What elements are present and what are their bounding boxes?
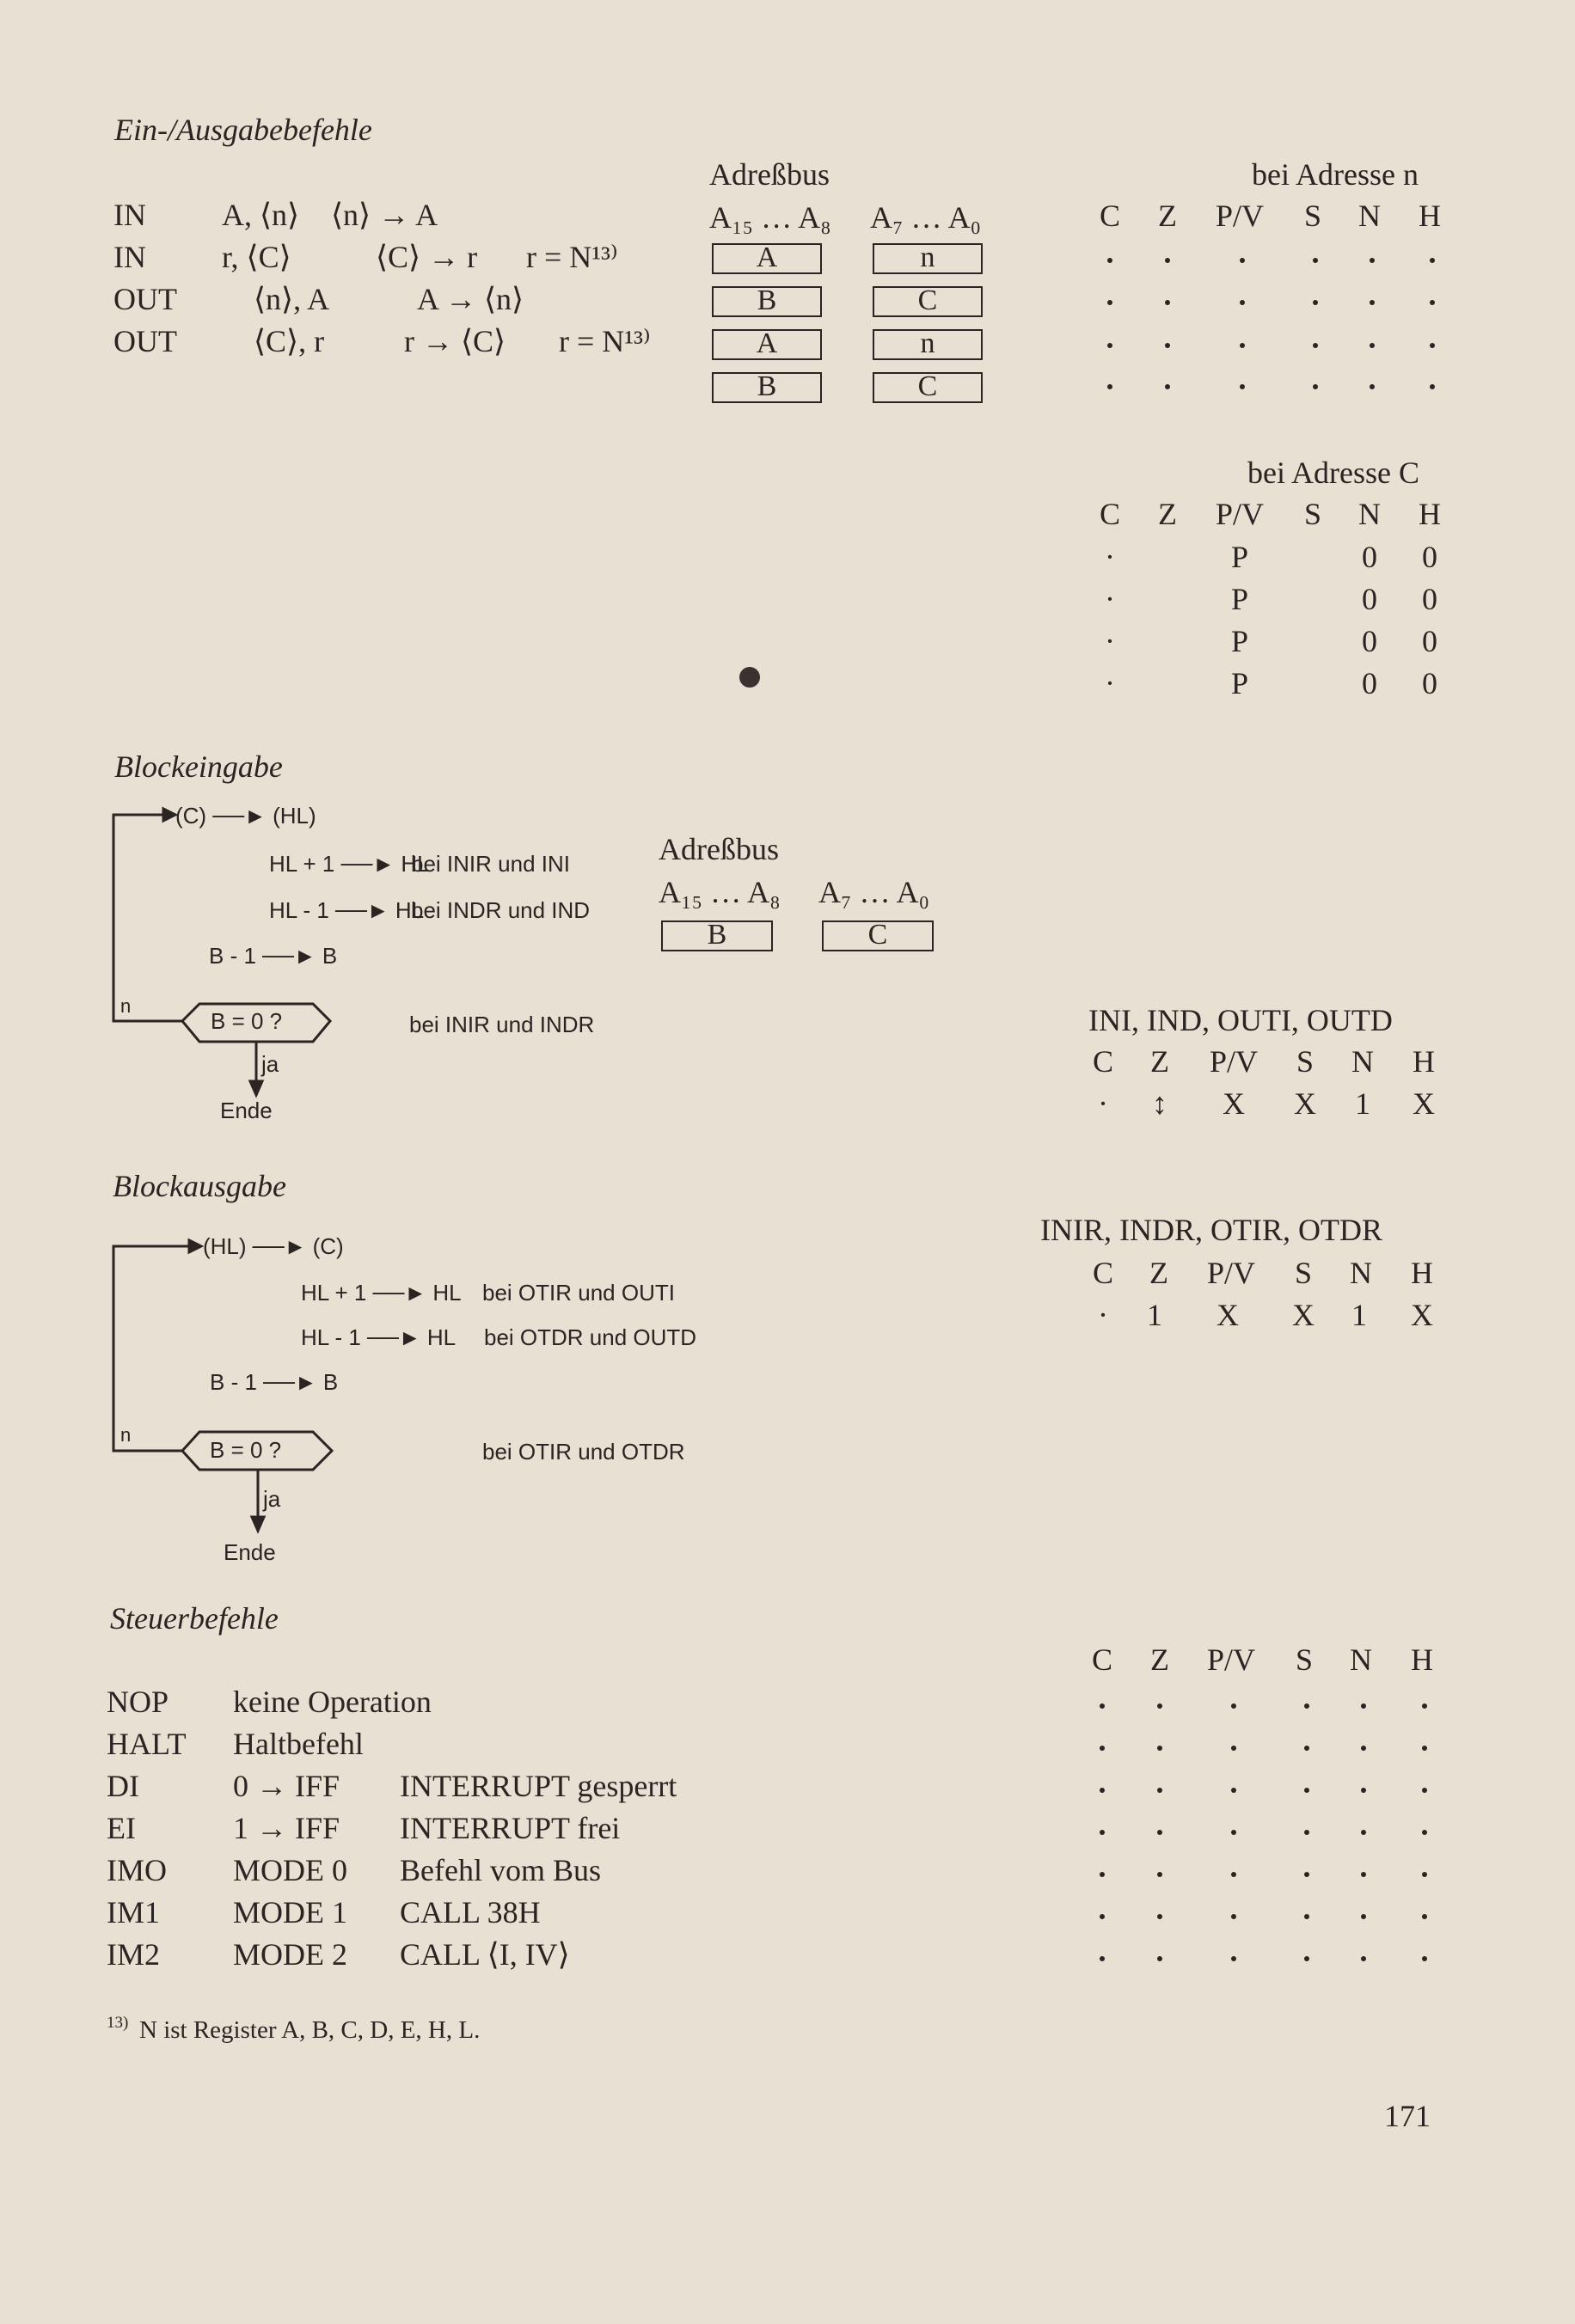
flags-ini-title: INI, IND, OUTI, OUTD bbox=[1088, 1003, 1393, 1037]
flag-unaffected-dot bbox=[1422, 1914, 1427, 1919]
flags-c-r3-h: 0 bbox=[1422, 624, 1437, 658]
flag-unaffected-dot bbox=[1361, 1830, 1366, 1835]
ink-blot bbox=[739, 667, 760, 688]
block-output-dec-note: bei OTDR und OUTD bbox=[484, 1324, 697, 1350]
flags-n-header-h: H bbox=[1419, 199, 1441, 233]
control-row-7-op: MODE 2 bbox=[233, 1937, 347, 1972]
io-row-4-note: r = N¹³⁾ bbox=[559, 324, 651, 358]
flags-c-header-h: H bbox=[1419, 497, 1441, 531]
flags-inir-z: 1 bbox=[1147, 1298, 1162, 1332]
io-bus-low-2: C bbox=[873, 286, 983, 317]
flags-ini-n: 1 bbox=[1355, 1086, 1370, 1121]
flags-inir-header-h: H bbox=[1411, 1256, 1433, 1290]
flags-inir-header-c: C bbox=[1092, 1256, 1113, 1290]
flags-c-header-z: Z bbox=[1158, 497, 1177, 531]
control-row-6-desc: CALL 38H bbox=[400, 1895, 541, 1930]
flag-unaffected-dot bbox=[1361, 1914, 1366, 1919]
flag-unaffected-dot bbox=[1157, 1746, 1162, 1751]
flags-inir-title: INIR, INDR, OTIR, OTDR bbox=[1040, 1213, 1382, 1247]
control-row-3-desc: INTERRUPT gesperrt bbox=[400, 1769, 677, 1803]
flags-inir-c: · bbox=[1098, 1298, 1108, 1332]
flags-ini-s: X bbox=[1294, 1086, 1316, 1121]
flag-unaffected-dot bbox=[1100, 1746, 1105, 1751]
flag-unaffected-dot bbox=[1422, 1872, 1427, 1877]
io-low-label: A₇ … A₀ bbox=[870, 200, 982, 235]
flag-unaffected-dot bbox=[1361, 1788, 1366, 1793]
flag-unaffected-dot bbox=[1231, 1956, 1236, 1961]
flags-c-header-pv: P/V bbox=[1215, 497, 1265, 531]
block-input-inc-note: bei INIR und INI bbox=[411, 851, 570, 877]
flags-inir-pv: X bbox=[1216, 1298, 1239, 1332]
block-output-inc: HL + 1 ──► HL bbox=[301, 1280, 462, 1306]
io-bus-high-2: B bbox=[712, 286, 822, 317]
flag-unaffected-dot bbox=[1231, 1746, 1236, 1751]
flag-unaffected-dot bbox=[1304, 1830, 1309, 1835]
page-number: 171 bbox=[1384, 2099, 1431, 2133]
flags-ini-header-s: S bbox=[1296, 1044, 1315, 1079]
io-row-2-operation: ⟨C⟩ → r bbox=[376, 240, 478, 274]
control-row-2-mnemonic: HALT bbox=[107, 1727, 187, 1761]
flags-inir-s: X bbox=[1292, 1298, 1315, 1332]
flags-inir-header-pv: P/V bbox=[1206, 1256, 1256, 1290]
io-row-1-operands: A, ⟨n⟩ bbox=[222, 198, 300, 232]
flag-unaffected-dot bbox=[1157, 1830, 1162, 1835]
flags-ctrl-header-z: Z bbox=[1150, 1642, 1169, 1677]
io-bus-low-3: n bbox=[873, 329, 983, 360]
flag-unaffected-dot bbox=[1304, 1703, 1309, 1709]
block-input-bdec: B - 1 ──► B bbox=[209, 943, 338, 969]
io-row-4-operation: r → ⟨C⟩ bbox=[404, 324, 506, 358]
flags-n-header-s: S bbox=[1303, 199, 1322, 233]
flag-unaffected-dot bbox=[1157, 1872, 1162, 1877]
flags-ini-pv: X bbox=[1223, 1086, 1245, 1121]
control-row-5-op: MODE 0 bbox=[233, 1853, 347, 1887]
io-row-3-mnemonic: OUT bbox=[113, 282, 177, 316]
flag-unaffected-dot bbox=[1100, 1956, 1105, 1961]
flags-n-header-z: Z bbox=[1158, 199, 1177, 233]
flags-ini-header-z: Z bbox=[1150, 1044, 1169, 1079]
block-output-no-label: n bbox=[120, 1424, 132, 1446]
flag-unaffected-dot bbox=[1157, 1703, 1162, 1709]
control-row-3-mnemonic: DI bbox=[107, 1769, 139, 1803]
block-input-end: Ende bbox=[220, 1098, 273, 1123]
flag-unaffected-dot bbox=[1361, 1956, 1366, 1961]
flags-ctrl-header-h: H bbox=[1411, 1642, 1433, 1677]
block-input-dec: HL - 1 ──► HL bbox=[269, 897, 425, 923]
flags-n-title: bei Adresse n bbox=[1252, 157, 1419, 192]
block-input-heading: Blockeingabe bbox=[114, 749, 283, 784]
flag-unaffected-dot bbox=[1361, 1746, 1366, 1751]
block-input-addressbus-label: Adreßbus bbox=[659, 832, 779, 866]
io-row-3-operands: ⟨n⟩, A bbox=[254, 282, 330, 316]
control-row-5-mnemonic: IMO bbox=[107, 1853, 167, 1887]
control-row-4-op: 1 → IFF bbox=[233, 1811, 340, 1845]
flags-c-r1-h: 0 bbox=[1422, 540, 1437, 574]
io-row-1-mnemonic: IN bbox=[113, 198, 146, 232]
block-input-inc: HL + 1 ──► HL bbox=[269, 851, 430, 877]
block-output-step1: (HL) ──► (C) bbox=[203, 1233, 344, 1259]
flag-unaffected-dot bbox=[1422, 1830, 1427, 1835]
flag-unaffected-dot bbox=[1361, 1703, 1366, 1709]
flags-n-header-c: C bbox=[1099, 199, 1120, 233]
flag-unaffected-dot bbox=[1304, 1746, 1309, 1751]
control-row-2-op: Haltbefehl bbox=[233, 1727, 364, 1761]
flags-ctrl-header-s: S bbox=[1295, 1642, 1314, 1677]
flags-c-r1-c: · bbox=[1105, 540, 1115, 574]
flags-ini-header-pv: P/V bbox=[1209, 1044, 1259, 1079]
block-output-heading: Blockausgabe bbox=[113, 1169, 286, 1203]
flags-n-header-n: N bbox=[1358, 199, 1381, 233]
flag-unaffected-dot bbox=[1422, 1746, 1427, 1751]
flags-ini-z: ↕ bbox=[1152, 1086, 1167, 1121]
flags-c-r1-n: 0 bbox=[1362, 540, 1377, 574]
flags-ctrl-header-c: C bbox=[1091, 1642, 1112, 1677]
flag-unaffected-dot bbox=[1231, 1872, 1236, 1877]
io-addressbus-label: Adreßbus bbox=[709, 157, 830, 192]
flags-c-header-c: C bbox=[1099, 497, 1120, 531]
io-bus-high-3: A bbox=[712, 329, 822, 360]
flags-ini-c: · bbox=[1098, 1086, 1108, 1121]
block-input-dec-note: bei INDR und IND bbox=[411, 897, 591, 923]
flags-ini-header-n: N bbox=[1351, 1044, 1374, 1079]
block-input-high-label: A₁₅ … A₈ bbox=[659, 875, 781, 909]
block-input-bus-high: B bbox=[661, 920, 773, 951]
block-input-yes-label: ja bbox=[261, 1051, 279, 1077]
block-input-no-label: n bbox=[120, 995, 132, 1017]
flags-ini-h: X bbox=[1413, 1086, 1435, 1121]
block-output-inc-note: bei OTIR und OUTI bbox=[482, 1280, 675, 1306]
block-input-bus-low: C bbox=[822, 920, 934, 951]
block-output-yes-label: ja bbox=[263, 1486, 281, 1512]
block-output-dec: HL - 1 ──► HL bbox=[301, 1324, 457, 1350]
flags-c-r2-pv: P bbox=[1230, 582, 1249, 616]
flag-unaffected-dot bbox=[1304, 1956, 1309, 1961]
flags-c-r4-h: 0 bbox=[1422, 666, 1437, 700]
flags-inir-header-n: N bbox=[1350, 1256, 1372, 1290]
flags-inir-n: 1 bbox=[1351, 1298, 1367, 1332]
block-input-low-label: A₇ … A₀ bbox=[818, 875, 930, 909]
flags-c-r1-pv: P bbox=[1230, 540, 1249, 574]
control-row-7-desc: CALL ⟨I, IV⟩ bbox=[400, 1937, 570, 1972]
flags-ini-header-h: H bbox=[1413, 1044, 1435, 1079]
block-input-condition: B = 0 ? bbox=[211, 1008, 283, 1034]
io-high-label: A₁₅ … A₈ bbox=[709, 200, 831, 235]
io-row-1-operation: ⟨n⟩ → A bbox=[331, 198, 438, 232]
flag-unaffected-dot bbox=[1231, 1703, 1236, 1709]
flag-unaffected-dot bbox=[1157, 1956, 1162, 1961]
control-row-3-op: 0 → IFF bbox=[233, 1769, 340, 1803]
flags-c-r3-c: · bbox=[1105, 624, 1115, 658]
control-row-7-mnemonic: IM2 bbox=[107, 1937, 160, 1972]
io-bus-high-4: B bbox=[712, 372, 822, 403]
flag-unaffected-dot bbox=[1157, 1914, 1162, 1919]
flag-unaffected-dot bbox=[1422, 1788, 1427, 1793]
io-heading: Ein-/Ausgabebefehle bbox=[114, 113, 372, 147]
flags-n-header-pv: P/V bbox=[1215, 199, 1265, 233]
block-output-cond-note: bei OTIR und OTDR bbox=[482, 1439, 685, 1465]
flags-c-header-s: S bbox=[1303, 497, 1322, 531]
flags-inir-header-z: Z bbox=[1149, 1256, 1168, 1290]
footnote-text: N ist Register A, B, C, D, E, H, L. bbox=[139, 2016, 481, 2044]
flag-unaffected-dot bbox=[1100, 1830, 1105, 1835]
flag-unaffected-dot bbox=[1231, 1914, 1236, 1919]
flag-unaffected-dot bbox=[1100, 1872, 1105, 1877]
io-bus-low-4: C bbox=[873, 372, 983, 403]
io-row-2-mnemonic: IN bbox=[113, 240, 146, 274]
flags-c-r4-n: 0 bbox=[1362, 666, 1377, 700]
control-row-4-mnemonic: EI bbox=[107, 1811, 136, 1845]
control-row-6-op: MODE 1 bbox=[233, 1895, 347, 1930]
flags-ctrl-header-pv: P/V bbox=[1206, 1642, 1256, 1677]
flags-c-header-n: N bbox=[1358, 497, 1381, 531]
control-row-4-desc: INTERRUPT frei bbox=[400, 1811, 621, 1845]
flags-c-r4-c: · bbox=[1105, 666, 1115, 700]
flags-ctrl-header-n: N bbox=[1350, 1642, 1372, 1677]
control-row-1-mnemonic: NOP bbox=[107, 1685, 169, 1719]
flag-unaffected-dot bbox=[1231, 1788, 1236, 1793]
block-input-cond-note: bei INIR und INDR bbox=[409, 1012, 595, 1037]
flag-unaffected-dot bbox=[1304, 1872, 1309, 1877]
flags-c-title: bei Adresse C bbox=[1247, 456, 1419, 490]
flag-unaffected-dot bbox=[1100, 1788, 1105, 1793]
flags-inir-header-s: S bbox=[1294, 1256, 1313, 1290]
flag-unaffected-dot bbox=[1422, 1956, 1427, 1961]
flags-ini-header-c: C bbox=[1092, 1044, 1113, 1079]
flag-unaffected-dot bbox=[1304, 1914, 1309, 1919]
block-output-bdec: B - 1 ──► B bbox=[210, 1369, 339, 1395]
flags-c-r2-c: · bbox=[1105, 582, 1115, 616]
io-row-4-mnemonic: OUT bbox=[113, 324, 177, 358]
flags-c-r2-h: 0 bbox=[1422, 582, 1437, 616]
flags-c-r3-pv: P bbox=[1230, 624, 1249, 658]
control-row-6-mnemonic: IM1 bbox=[107, 1895, 160, 1930]
flag-unaffected-dot bbox=[1100, 1914, 1105, 1919]
flag-unaffected-dot bbox=[1304, 1788, 1309, 1793]
control-row-5-desc: Befehl vom Bus bbox=[400, 1853, 601, 1887]
flags-c-r4-pv: P bbox=[1230, 666, 1249, 700]
block-output-condition: B = 0 ? bbox=[210, 1437, 282, 1463]
io-row-2-operands: r, ⟨C⟩ bbox=[222, 240, 291, 274]
flag-unaffected-dot bbox=[1361, 1872, 1366, 1877]
io-row-4-operands: ⟨C⟩, r bbox=[254, 324, 325, 358]
footnote-mark: 13) bbox=[107, 2014, 129, 2032]
flag-unaffected-dot bbox=[1100, 1703, 1105, 1709]
flag-unaffected-dot bbox=[1422, 1703, 1427, 1709]
block-input-step1: (C) ──► (HL) bbox=[175, 803, 316, 829]
io-bus-low-1: n bbox=[873, 243, 983, 274]
flags-c-r2-n: 0 bbox=[1362, 582, 1377, 616]
io-row-3-operation: A → ⟨n⟩ bbox=[417, 282, 524, 316]
flag-unaffected-dot bbox=[1231, 1830, 1236, 1835]
flag-unaffected-dot bbox=[1157, 1788, 1162, 1793]
control-heading: Steuerbefehle bbox=[110, 1601, 279, 1636]
control-row-1-op: keine Operation bbox=[233, 1685, 432, 1719]
io-row-2-note: r = N¹³⁾ bbox=[526, 240, 618, 274]
flags-c-r3-n: 0 bbox=[1362, 624, 1377, 658]
io-bus-high-1: A bbox=[712, 243, 822, 274]
block-output-end: Ende bbox=[224, 1539, 276, 1565]
flags-inir-h: X bbox=[1411, 1298, 1433, 1332]
